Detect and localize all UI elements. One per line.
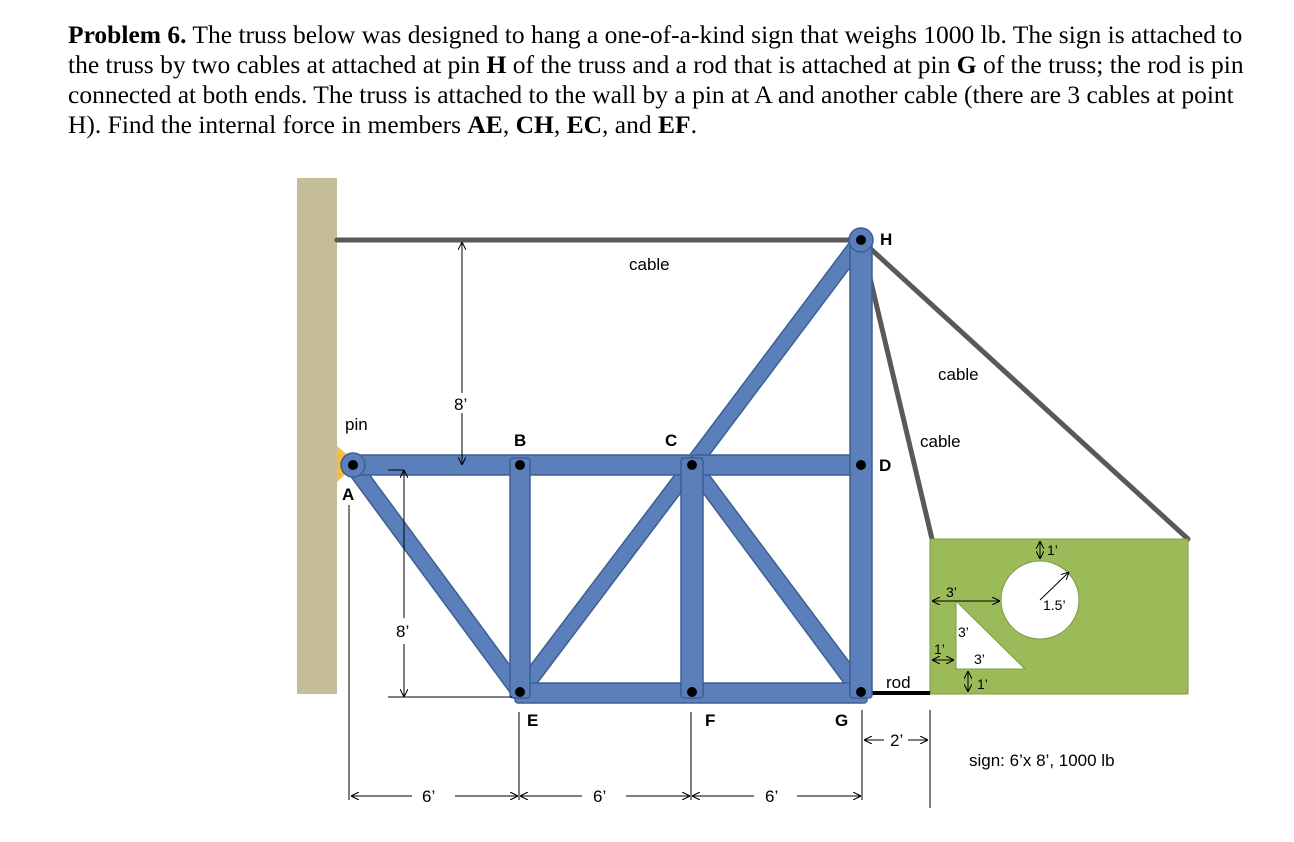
dim-left-height: 8’ <box>396 622 410 641</box>
member-be <box>510 458 530 698</box>
dim-tri-bottom-gap: 1’ <box>977 676 988 692</box>
pin-label-d: D <box>879 456 892 475</box>
pin-label-f: F <box>705 711 716 730</box>
pin-label-g: G <box>835 711 849 730</box>
dim-span-ae: 6’ <box>422 787 436 806</box>
joint-e <box>515 687 525 697</box>
truss-members <box>347 235 873 704</box>
member-ec <box>515 460 698 699</box>
label-sign-caption: sign: 6’x 8’, 1000 lb <box>969 751 1115 770</box>
member-ec-ref: EC <box>566 110 603 139</box>
sep-1: , <box>502 110 516 139</box>
dim-tri-left: 3’ <box>946 584 957 600</box>
member-ef-ref: EF <box>657 110 691 139</box>
dim-tri-bottom-width: 3’ <box>974 651 985 667</box>
label-cable-mid: cable <box>920 432 961 451</box>
joint-h <box>856 235 866 245</box>
wall <box>297 178 337 694</box>
problem-text-1: The truss below was designed to hang a one-of-a-kind sign that weighs 1000 lb. The sign is attached to the truss by two cables at attached at pin <box>68 20 1243 79</box>
member-cd <box>692 455 861 475</box>
label-pin: pin <box>345 415 368 434</box>
pin-label-h: H <box>880 230 893 249</box>
dim-span-ef: 6’ <box>593 787 607 806</box>
label-cable-top: cable <box>629 255 670 274</box>
joint-f <box>687 687 697 697</box>
cable-h-to-sign-right <box>861 240 1188 539</box>
cables <box>337 240 1188 539</box>
dim-tri-offset: 1’ <box>934 641 945 657</box>
sep-2: , <box>553 110 567 139</box>
pin-h-ref: H <box>486 50 507 79</box>
pin-g-ref: G <box>956 50 977 79</box>
member-ch <box>687 235 867 471</box>
sign <box>930 539 1188 694</box>
member-ae <box>347 459 526 699</box>
member-ae-ref: AE <box>467 110 503 139</box>
member-cf <box>681 458 703 698</box>
pin-label-a: A <box>342 485 355 504</box>
problem-text-3: of the truss; the rod is pin connected at both ends. The truss is attached to the wall by a pin at A and another cable (there are 3 cables at point H). Find the internal force in members <box>68 50 1244 139</box>
dim-rod-length: 2’ <box>890 731 904 750</box>
dim-hole-top: 1’ <box>1047 542 1058 558</box>
pin-label-b: B <box>514 431 527 450</box>
dim-hole-radius: 1.5’ <box>1043 597 1066 613</box>
label-rod: rod <box>886 673 911 692</box>
joint-b <box>515 460 525 470</box>
problem-heading: Problem 6. <box>68 20 187 49</box>
pin-label-c: C <box>665 431 678 450</box>
member-cg <box>687 460 868 699</box>
problem-text-2: of the truss and a rod that is attached at pin <box>506 50 957 79</box>
joint-g <box>856 687 866 697</box>
dim-span-fg: 6’ <box>765 787 779 806</box>
member-ch-ref: CH <box>515 110 554 139</box>
dim-top-height: 8’ <box>454 395 468 414</box>
joint-d <box>856 460 866 470</box>
sep-3: , and <box>602 110 658 139</box>
problem-end: . <box>690 110 697 139</box>
joint-c <box>687 460 697 470</box>
joint-a <box>348 460 358 470</box>
label-cable-right: cable <box>938 365 979 384</box>
dim-tri-vertical: 3’ <box>958 624 969 640</box>
pin-label-e: E <box>527 711 539 730</box>
